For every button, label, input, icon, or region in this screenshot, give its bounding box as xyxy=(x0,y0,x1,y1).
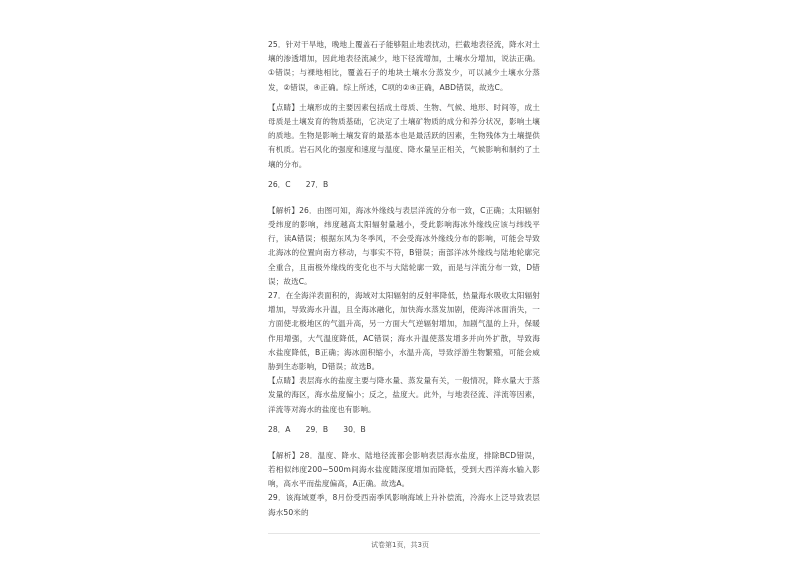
page-content xyxy=(268,38,540,520)
paragraph: 27．在全海洋表面积的，海域对太阳辐射的反射率降低，热量海水吸收太阳辐射增加，导致海水升温，且全海冰融化，加快海水蒸发加剧，使海洋冰面消失，一方面使北极地区的气温升高，另一方面大气逆辐射增加，加剧气温的上升，保暖作用增强，大气温度降低，AC错误；海水升温使蒸发增多并向外扩散，导致海水盐度降低，B正确；海冰面积缩小，水温升高，导致浮游生物繁殖，可能会威胁到生态影响，D错误；故选B。 xyxy=(268,291,540,372)
answer-line: 28．A 29．B 30．B xyxy=(268,424,366,434)
paragraph: 【点睛】表层海水的盐度主要与降水量、蒸发量有关，一般情况，降水量大于蒸发量的海区，海水盐度偏小；反之，盐度大。此外，与地表径流、洋流等因素，洋流等对海水的盐度也有影响。 xyxy=(268,376,540,414)
answer-line: 26．C 27．B xyxy=(268,179,329,189)
paragraph: 【点睛】土壤形成的主要因素包括成土母质、生物、气候、地形、时间等，成土母质是土壤发育的物质基础，它决定了土壤矿物质的成分和养分状况，影响土壤的质地。生物是影响土壤发育的最基本也是最活跃的因素，生物残体为土壤提供有机质。岩石风化的强度和速度与温度、降水量呈正相关，气候影响和制约了土壤的分布。 xyxy=(268,102,540,169)
paragraph: 29．该海域夏季，8月份受西南季风影响海域上升补偿流，冷海水上泛导致表层海水50米的 xyxy=(268,493,540,517)
page-footer: 试卷第1页，共3页 xyxy=(371,541,429,549)
footer-divider xyxy=(268,533,540,534)
paragraph: 【解析】28．温度、降水、陆地径流都会影响表层海水盐度，排除BCD错误，若相似纬度200~500m间海水盐度随深度增加而降低，受到大西洋海水输入影响，高水平而盐度偏高，A正确。故选A。 xyxy=(268,450,540,489)
paragraph: 【解析】26．由图可知，海冰外缘线与表层洋流的分布一致，C正确；太阳辐射受纬度的影响，纬度越高太阳辐射量越小，受此影响海冰外缘线应该与纬线平行，读A错误；根据东风为冬季风，不会受海冰外缘线分布的影响，可能会导致北海冰的位置向南方移动，与事实不符，B错误；南部洋冰外缘线与陆地轮廓完全重合，且南极外缘线的变化也不与大陆轮廓一致，而是与洋流分布一致，D错误；故选C。 xyxy=(268,205,540,286)
paragraph: 25．针对干旱地，晚地上覆盖石子能够阻止地表扰动，拦截地表径流，降水对土壤的渗透增加，因此地表径流减少，地下径流增加，土壤水分增加，说法正确。①错误；与裸地相比，覆盖石子的地块土壤水分蒸发少，可以减少土壤水分蒸发，②错误，④正确。综上所述，C项的②④正确，ABD错误，故选C。 xyxy=(268,40,540,92)
